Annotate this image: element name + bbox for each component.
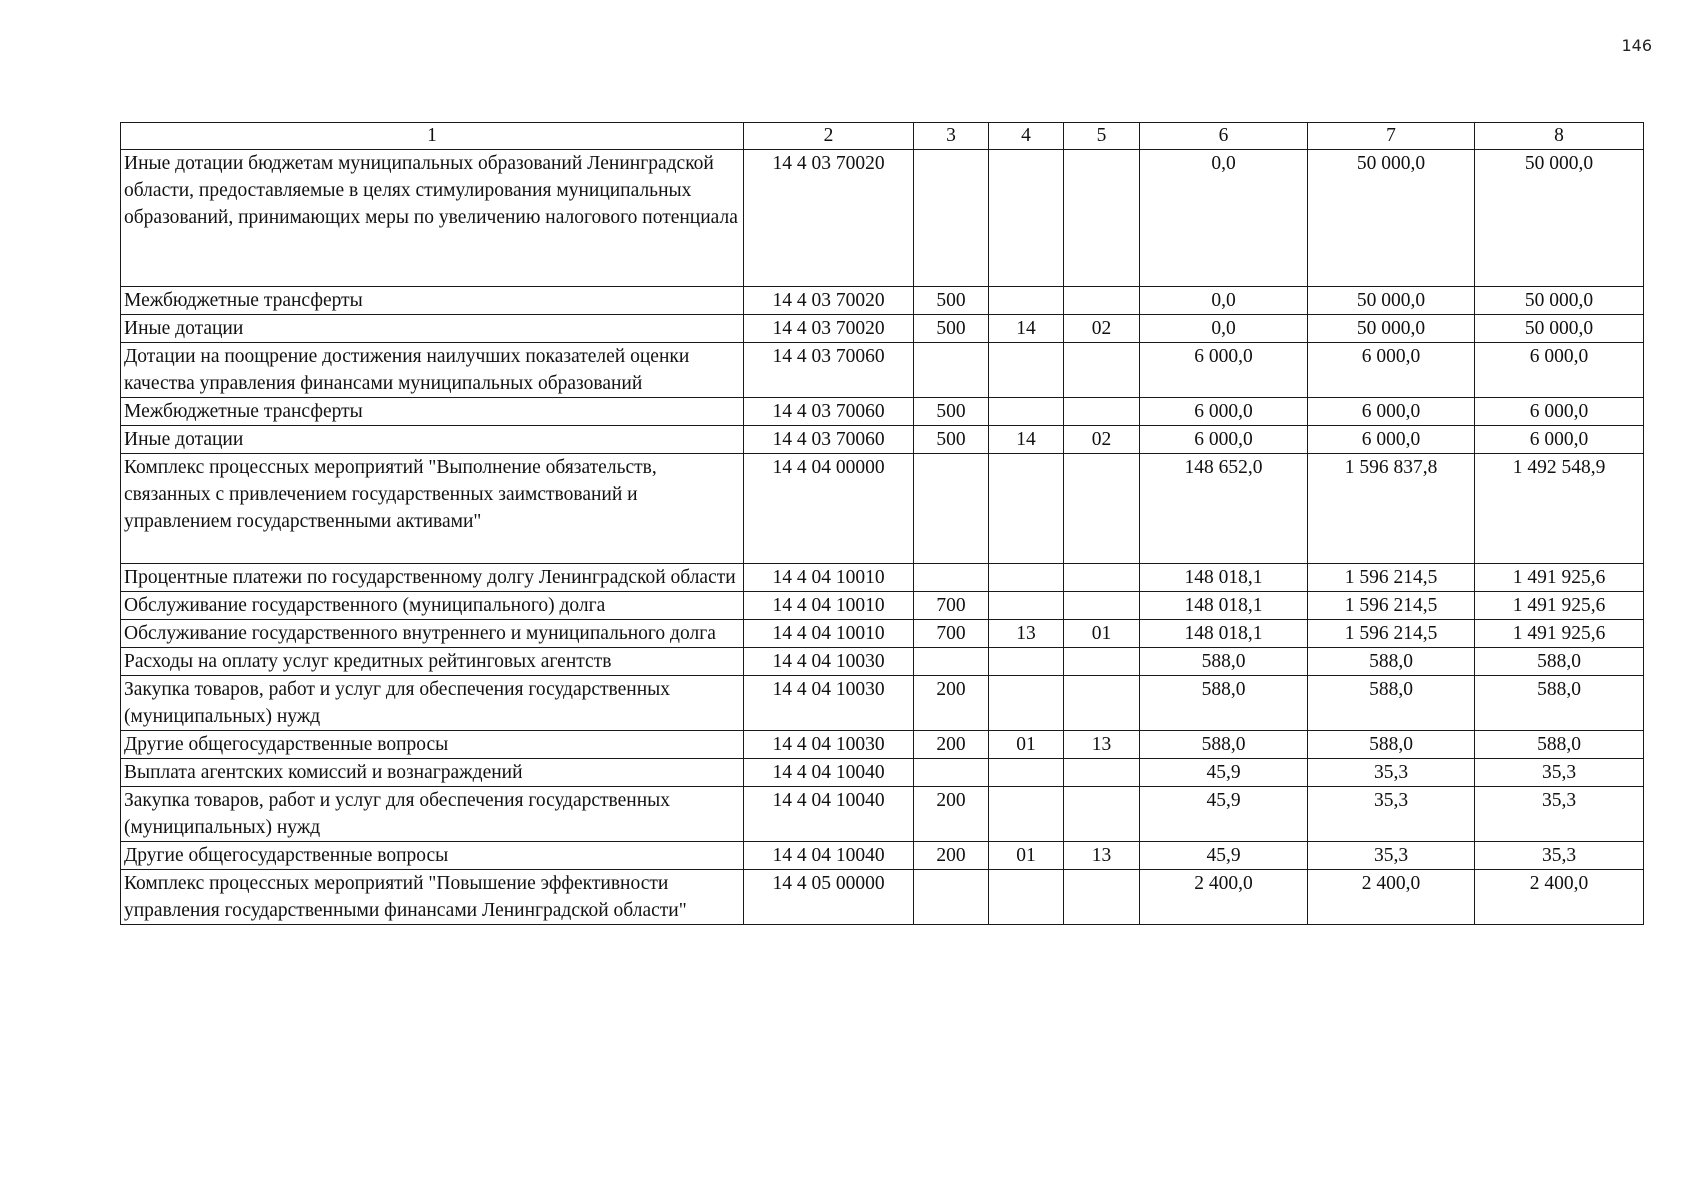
row-c8: 588,0 [1475, 731, 1644, 759]
table-row [121, 648, 1644, 676]
row-c3 [914, 648, 989, 676]
row-name: Другие общегосударственные вопросы [121, 842, 744, 870]
row-c7: 588,0 [1308, 676, 1475, 731]
row-c5 [1064, 150, 1140, 287]
row-c6: 45,9 [1140, 787, 1308, 842]
table-row [121, 426, 1644, 454]
row-code: 14 4 03 70020 [744, 287, 914, 315]
row-c8: 588,0 [1475, 676, 1644, 731]
row-c8: 35,3 [1475, 842, 1644, 870]
row-name: Другие общегосударственные вопросы [121, 731, 744, 759]
row-c4: 13 [989, 620, 1064, 648]
row-c8: 1 491 925,6 [1475, 564, 1644, 592]
row-c6: 6 000,0 [1140, 426, 1308, 454]
row-c3: 200 [914, 731, 989, 759]
row-code: 14 4 03 70020 [744, 150, 914, 287]
table-row [121, 759, 1644, 787]
row-c7: 6 000,0 [1308, 343, 1475, 398]
row-c7: 35,3 [1308, 787, 1475, 842]
row-c8: 2 400,0 [1475, 870, 1644, 925]
row-c5 [1064, 343, 1140, 398]
row-c8: 35,3 [1475, 759, 1644, 787]
row-c4 [989, 870, 1064, 925]
row-code: 14 4 04 00000 [744, 454, 914, 564]
row-c4 [989, 287, 1064, 315]
row-c3: 700 [914, 592, 989, 620]
row-code: 14 4 03 70060 [744, 343, 914, 398]
table-row [121, 592, 1644, 620]
col-header-4: 4 [989, 123, 1064, 150]
table-row [121, 564, 1644, 592]
row-c3: 500 [914, 398, 989, 426]
row-name: Межбюджетные трансферты [121, 287, 744, 315]
row-c5 [1064, 676, 1140, 731]
row-c3 [914, 343, 989, 398]
row-c5 [1064, 787, 1140, 842]
row-c8: 1 491 925,6 [1475, 592, 1644, 620]
row-c8: 1 491 925,6 [1475, 620, 1644, 648]
row-c7: 2 400,0 [1308, 870, 1475, 925]
row-c4 [989, 592, 1064, 620]
row-code: 14 4 04 10010 [744, 564, 914, 592]
table-row [121, 620, 1644, 648]
row-c6: 6 000,0 [1140, 343, 1308, 398]
row-c8: 588,0 [1475, 648, 1644, 676]
header-row [121, 123, 1644, 150]
table-row [121, 787, 1644, 842]
row-c7: 1 596 214,5 [1308, 564, 1475, 592]
row-c7: 1 596 214,5 [1308, 592, 1475, 620]
row-c5: 02 [1064, 315, 1140, 343]
row-c7: 35,3 [1308, 759, 1475, 787]
row-c6: 148 018,1 [1140, 564, 1308, 592]
row-c5 [1064, 454, 1140, 564]
row-c4: 14 [989, 426, 1064, 454]
row-c5 [1064, 759, 1140, 787]
row-code: 14 4 04 10010 [744, 592, 914, 620]
row-name: Процентные платежи по государственному долгу Ленинградской области [121, 564, 744, 592]
row-c4 [989, 398, 1064, 426]
row-code: 14 4 04 10030 [744, 648, 914, 676]
row-name: Дотации на поощрение достижения наилучших показателей оценки качества управления финансами муниципальных образований [121, 343, 744, 398]
row-c5: 01 [1064, 620, 1140, 648]
col-header-6: 6 [1140, 123, 1308, 150]
row-name: Иные дотации [121, 426, 744, 454]
col-header-5: 5 [1064, 123, 1140, 150]
table-row [121, 731, 1644, 759]
table-row [121, 842, 1644, 870]
row-code: 14 4 04 10040 [744, 787, 914, 842]
row-c4 [989, 454, 1064, 564]
row-c3 [914, 759, 989, 787]
row-c5 [1064, 648, 1140, 676]
row-c7: 50 000,0 [1308, 315, 1475, 343]
row-c5 [1064, 287, 1140, 315]
row-c3: 500 [914, 426, 989, 454]
row-c8: 50 000,0 [1475, 150, 1644, 287]
row-c6: 45,9 [1140, 842, 1308, 870]
row-c7: 6 000,0 [1308, 426, 1475, 454]
table-row [121, 315, 1644, 343]
row-c4: 01 [989, 731, 1064, 759]
row-name: Иные дотации бюджетам муниципальных образований Ленинградской области, предоставляемые в целях стимулирования муниципальных образований, принимающих меры по увеличению налогового потенциала [121, 150, 744, 287]
row-c3: 200 [914, 842, 989, 870]
row-c6: 0,0 [1140, 315, 1308, 343]
table-row [121, 150, 1644, 287]
row-c3 [914, 150, 989, 287]
row-name: Иные дотации [121, 315, 744, 343]
col-header-8: 8 [1475, 123, 1644, 150]
row-c7: 1 596 214,5 [1308, 620, 1475, 648]
table-row [121, 454, 1644, 564]
row-c7: 6 000,0 [1308, 398, 1475, 426]
row-c5 [1064, 592, 1140, 620]
row-c4 [989, 648, 1064, 676]
row-name: Закупка товаров, работ и услуг для обеспечения государственных (муниципальных) нужд [121, 676, 744, 731]
row-c7: 588,0 [1308, 648, 1475, 676]
row-code: 14 4 03 70020 [744, 315, 914, 343]
row-name: Расходы на оплату услуг кредитных рейтинговых агентств [121, 648, 744, 676]
row-c7: 50 000,0 [1308, 150, 1475, 287]
row-c4: 14 [989, 315, 1064, 343]
row-c5 [1064, 564, 1140, 592]
row-c6: 588,0 [1140, 676, 1308, 731]
row-c6: 45,9 [1140, 759, 1308, 787]
row-c6: 148 018,1 [1140, 620, 1308, 648]
row-name: Комплекс процессных мероприятий "Повышение эффективности управления государственными финансами Ленинградской области" [121, 870, 744, 925]
row-c6: 148 018,1 [1140, 592, 1308, 620]
row-c3: 200 [914, 676, 989, 731]
row-c3: 500 [914, 287, 989, 315]
row-c8: 35,3 [1475, 787, 1644, 842]
row-code: 14 4 04 10040 [744, 759, 914, 787]
row-c6: 588,0 [1140, 648, 1308, 676]
row-name: Выплата агентских комиссий и вознаграждений [121, 759, 744, 787]
row-c8: 6 000,0 [1475, 343, 1644, 398]
row-name: Обслуживание государственного внутреннего и муниципального долга [121, 620, 744, 648]
row-c5 [1064, 870, 1140, 925]
row-code: 14 4 04 10010 [744, 620, 914, 648]
table-row [121, 676, 1644, 731]
row-c6: 0,0 [1140, 150, 1308, 287]
row-code: 14 4 04 10040 [744, 842, 914, 870]
table-row [121, 343, 1644, 398]
row-c4 [989, 676, 1064, 731]
row-code: 14 4 04 10030 [744, 731, 914, 759]
row-c3 [914, 564, 989, 592]
row-code: 14 4 03 70060 [744, 426, 914, 454]
row-c5 [1064, 398, 1140, 426]
row-c5: 13 [1064, 842, 1140, 870]
row-c5: 02 [1064, 426, 1140, 454]
row-c4: 01 [989, 842, 1064, 870]
table-row [121, 398, 1644, 426]
row-c7: 588,0 [1308, 731, 1475, 759]
page-number: 146 [1621, 36, 1652, 55]
row-c3: 500 [914, 315, 989, 343]
row-c6: 2 400,0 [1140, 870, 1308, 925]
row-c3 [914, 870, 989, 925]
table-body [121, 150, 1644, 925]
row-c6: 6 000,0 [1140, 398, 1308, 426]
row-c6: 0,0 [1140, 287, 1308, 315]
row-c8: 50 000,0 [1475, 287, 1644, 315]
row-c4 [989, 343, 1064, 398]
row-code: 14 4 05 00000 [744, 870, 914, 925]
row-c8: 1 492 548,9 [1475, 454, 1644, 564]
row-c7: 50 000,0 [1308, 287, 1475, 315]
row-name: Межбюджетные трансферты [121, 398, 744, 426]
col-header-3: 3 [914, 123, 989, 150]
row-c4 [989, 759, 1064, 787]
row-c7: 35,3 [1308, 842, 1475, 870]
row-c8: 6 000,0 [1475, 426, 1644, 454]
col-header-2: 2 [744, 123, 914, 150]
budget-table [120, 122, 1644, 925]
table-row [121, 287, 1644, 315]
row-c8: 50 000,0 [1475, 315, 1644, 343]
col-header-1: 1 [121, 123, 744, 150]
col-header-7: 7 [1308, 123, 1475, 150]
row-c8: 6 000,0 [1475, 398, 1644, 426]
row-c4 [989, 787, 1064, 842]
row-c6: 148 652,0 [1140, 454, 1308, 564]
row-c7: 1 596 837,8 [1308, 454, 1475, 564]
row-c3: 200 [914, 787, 989, 842]
row-c3 [914, 454, 989, 564]
row-c4 [989, 564, 1064, 592]
table-row [121, 870, 1644, 925]
row-c4 [989, 150, 1064, 287]
row-name: Комплекс процессных мероприятий "Выполнение обязательств, связанных с привлечением государственных заимствований и управлением государственными активами" [121, 454, 744, 564]
row-name: Закупка товаров, работ и услуг для обеспечения государственных (муниципальных) нужд [121, 787, 744, 842]
row-name: Обслуживание государственного (муниципального) долга [121, 592, 744, 620]
row-c6: 588,0 [1140, 731, 1308, 759]
row-code: 14 4 04 10030 [744, 676, 914, 731]
row-code: 14 4 03 70060 [744, 398, 914, 426]
row-c3: 700 [914, 620, 989, 648]
row-c5: 13 [1064, 731, 1140, 759]
